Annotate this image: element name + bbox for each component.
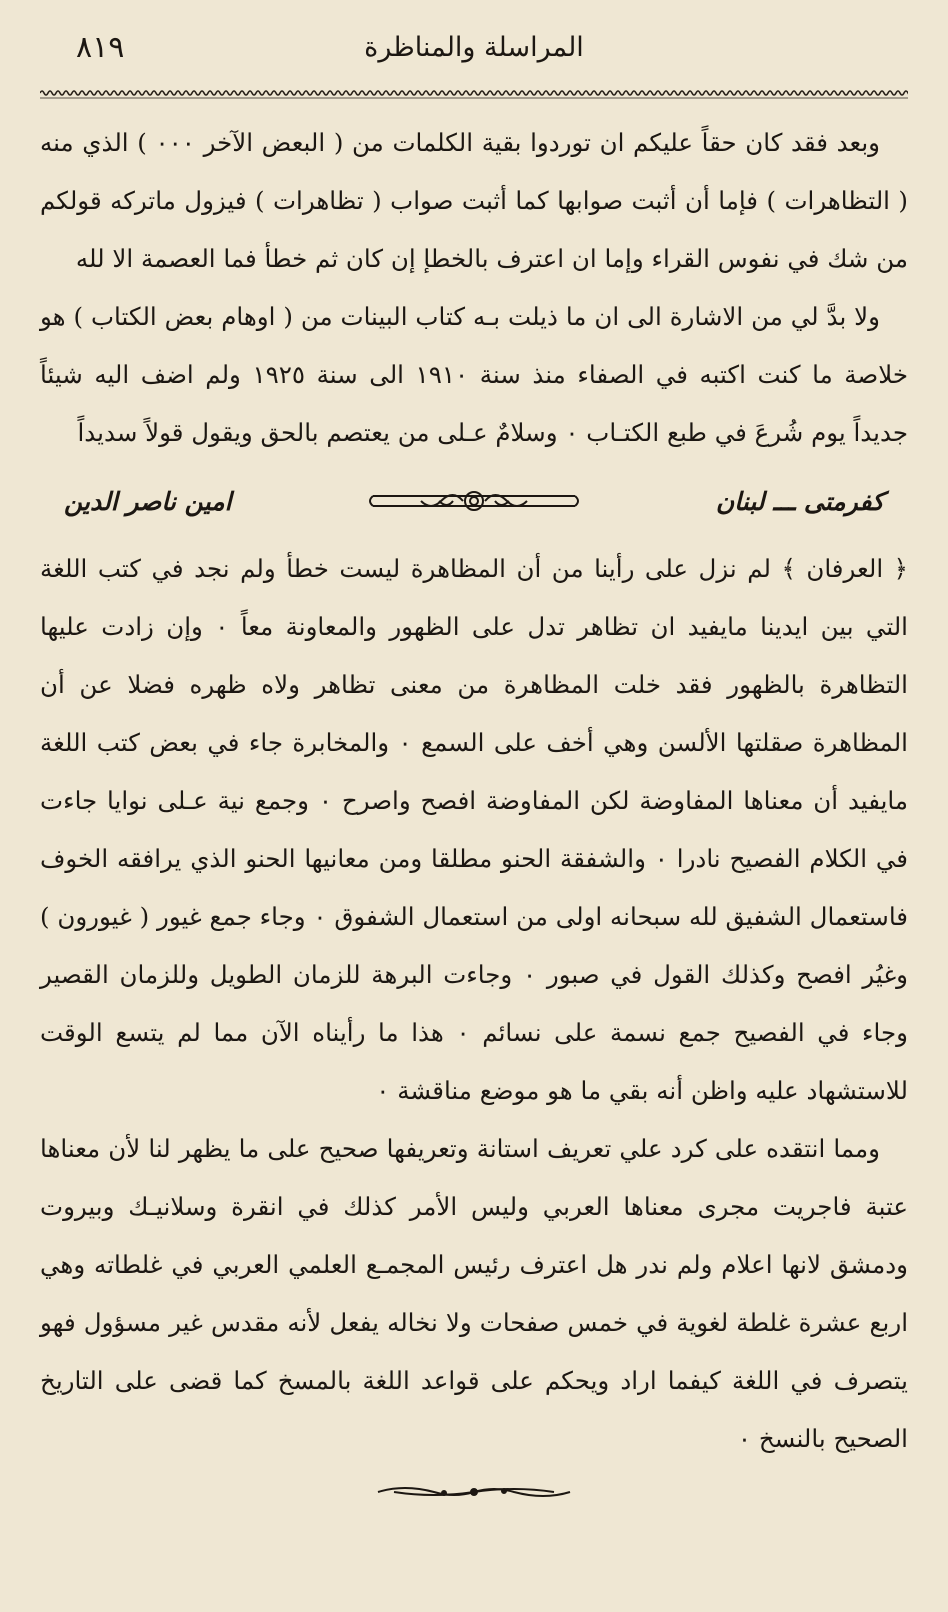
page-number: ٨١٩ — [76, 30, 125, 65]
place-name: كفرمتى ـــ لبنان — [715, 486, 884, 516]
closing-ornament — [374, 1482, 574, 1502]
page-header — [40, 26, 908, 76]
wavy-rule-ornament — [40, 88, 908, 100]
running-title: المراسلة والمناظرة — [364, 32, 584, 63]
reply-paragraph: ومما انتقده على كرد علي تعريف استانة وتعريفها صحيح على ما يظهر لنا لأن معناها عتبة فاجريت مجرى معناها العربي وليس الأمر كذلك في انقرة وسلانيـك وبيروت ودمشق لانها اعلام ولم ندر هل اعترف رئيس المجمـع العلمي العربي في غلطاته وهي اربع عشرة غلطة لغوية في خمس صفحات ولا نخاله يفعل لأنه مقدس غير مسؤول فهو يتصرف في اللغة كيفما اراد ويحكم على قواعد اللغة بالمسخ كما قضى على التاريخ الصحيح بالنسخ ٠ — [40, 1134, 908, 1453]
letter-paragraph: وبعد فقد كان حقاً عليكم ان توردوا بقية الكلمات من ( البعض الآخر ٠٠٠ ) الذي منه ( التظاهرات ) فإما أن أثبت صوابها كما أثبت صواب ( تظاهرات ) فيزول ماتركه قولكم من شك في نفوس القراء وإما ان اعترف بالخطإ إن كان ثم خطأ فما العصمة الا لله — [40, 128, 908, 273]
signature-row — [40, 462, 908, 540]
author-name: امين ناصر الدين — [64, 486, 232, 516]
scroll-ornament — [367, 484, 581, 518]
reply-paragraph: ﴿ العرفان ﴾ لم نزل على رأينا من أن المظاهرة ليست خطأ ولم نجد في كتب اللغة التي بين ايدينا مايفيد ان تظاهر تدل على الظهور والمعاونة معاً ٠ وإن زادت عليها التظاهرة بالظهور فقد خلت المظاهرة من معنى تظاهر ولاه ظهره فضلا عن أن المظاهرة صقلتها الألسن وهي أخف على السمع ٠ والمخابرة جاء في بعض كتب اللغة مايفيد أن معناها المفاوضة لكن المفاوضة افصح واصرح ٠ وجمع نية عـلى نوايا جاءت في الكلام الفصيح نادرا ٠ والشفقة الحنو مطلقا ومن معانيها الحنو الذي يرافقه الخوف فاستعمال الشفيق لله سبحانه اولى من استعمال الشفوق ٠ وجاء جمع غيور ( غيورون ) وغيُر افصح وكذلك القول في صبور ٠ وجاءت البرهة للزمان الطويل وللزمان القصير وجاء في الفصيح جمع نسمة على نسائم ٠ هذا ما رأيناه الآن مما لم يتسع الوقت للاستشهاد عليه واظن أنه بقي ما هو موضع مناقشة ٠ — [40, 554, 909, 1105]
letter-paragraph: ولا بدَّ لي من الاشارة الى ان ما ذيلت بـه كتاب البينات من ( اوهام بعض الكتاب ) هو خلاصة ما كنت اكتبه في الصفاء منذ سنة ١٩١٠ الى سنة ١٩٢٥ ولم اضف اليه شيئاً جديداً يوم شُرعَ في طبع الكتـاب ٠ وسلامٌ عـلى من يعتصم بالحق ويقول قولاً سديداً — [40, 302, 908, 447]
